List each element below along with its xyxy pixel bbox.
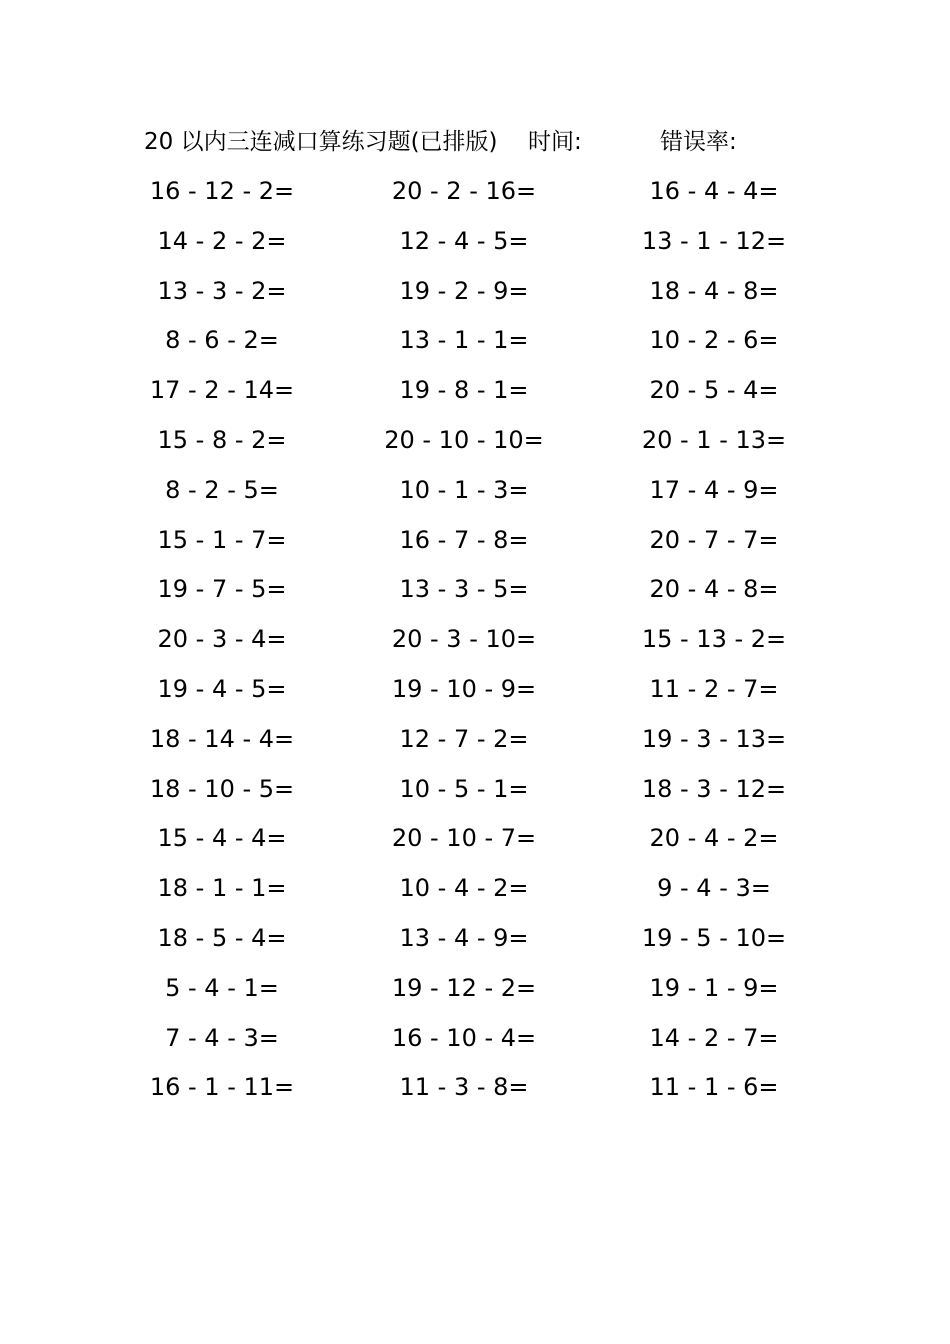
problem-item: 8 - 6 - 2= [165,326,279,355]
problem-row [0,1064,950,1114]
problem-item: 19 - 8 - 1= [399,376,529,405]
problem-row [0,965,950,1015]
problem-item: 20 - 10 - 10= [384,425,544,454]
problem-item: 10 - 2 - 6= [649,326,779,355]
problem-item: 5 - 4 - 1= [165,973,279,1002]
problem-row [0,815,950,865]
problem-item: 16 - 7 - 8= [399,525,529,554]
problem-row [0,168,950,218]
problem-row [0,915,950,965]
problem-item: 19 - 2 - 9= [399,276,529,305]
problem-row [0,218,950,268]
problem-row [0,317,950,367]
problem-item: 18 - 4 - 8= [649,276,779,305]
problem-item: 13 - 3 - 5= [399,575,529,604]
problem-item: 9 - 4 - 3= [657,874,771,903]
problem-row [0,467,950,517]
problem-item: 20 - 10 - 7= [391,824,537,853]
problem-item: 20 - 7 - 7= [649,525,779,554]
problem-item: 17 - 2 - 14= [149,376,295,405]
problem-row [0,666,950,716]
problem-item: 20 - 4 - 2= [649,824,779,853]
worksheet-header [0,122,950,162]
problem-item: 15 - 13 - 2= [641,625,787,654]
problem-item: 19 - 5 - 10= [641,923,787,952]
problem-item: 13 - 1 - 12= [641,226,787,255]
problem-item: 19 - 1 - 9= [649,973,779,1002]
problem-item: 19 - 4 - 5= [157,674,287,703]
problem-row [0,865,950,915]
problem-grid [0,168,950,1114]
problem-item: 7 - 4 - 3= [165,1023,279,1052]
problem-item: 19 - 3 - 13= [641,724,787,753]
problem-item: 13 - 1 - 1= [399,326,529,355]
problem-row [0,766,950,816]
problem-item: 20 - 4 - 8= [649,575,779,604]
problem-item: 8 - 2 - 5= [165,475,279,504]
problem-item: 12 - 7 - 2= [399,724,529,753]
problem-item: 19 - 10 - 9= [391,674,537,703]
problem-item: 18 - 1 - 1= [157,874,287,903]
problem-row [0,616,950,666]
problem-row [0,566,950,616]
problem-row [0,1015,950,1065]
problem-item: 18 - 14 - 4= [149,724,295,753]
problem-item: 20 - 3 - 4= [157,625,287,654]
error-rate-label: 错误率: [660,129,737,155]
problem-item: 10 - 1 - 3= [399,475,529,504]
problem-item: 20 - 2 - 16= [391,177,537,205]
problem-item: 15 - 4 - 4= [157,824,287,853]
worksheet-title: 20 以内三连减口算练习题(已排版) [144,129,498,155]
problem-row [0,417,950,467]
problem-row [0,367,950,417]
problem-item: 18 - 5 - 4= [157,923,287,952]
problem-item: 13 - 3 - 2= [157,276,287,305]
problem-item: 14 - 2 - 2= [157,226,287,255]
time-label: 时间: [528,129,582,155]
problem-item: 13 - 4 - 9= [399,923,529,952]
problem-item: 16 - 12 - 2= [149,177,295,205]
problem-item: 16 - 1 - 11= [149,1073,295,1102]
problem-item: 20 - 5 - 4= [649,376,779,405]
problem-item: 18 - 10 - 5= [149,774,295,803]
problem-item: 18 - 3 - 12= [641,774,787,803]
problem-row [0,716,950,766]
problem-row [0,517,950,567]
problem-item: 19 - 12 - 2= [391,973,537,1002]
problem-item: 12 - 4 - 5= [399,226,529,255]
problem-item: 17 - 4 - 9= [649,475,779,504]
problem-item: 16 - 4 - 4= [649,177,779,205]
problem-item: 20 - 3 - 10= [391,625,537,654]
problem-item: 11 - 1 - 6= [649,1073,779,1102]
problem-item: 20 - 1 - 13= [641,425,787,454]
problem-item: 11 - 2 - 7= [649,674,779,703]
problem-item: 15 - 8 - 2= [157,425,287,454]
problem-item: 14 - 2 - 7= [649,1023,779,1052]
problem-item: 10 - 5 - 1= [399,774,529,803]
problem-item: 10 - 4 - 2= [399,874,529,903]
problem-item: 11 - 3 - 8= [399,1073,529,1102]
problem-row [0,268,950,318]
problem-item: 16 - 10 - 4= [391,1023,537,1052]
problem-item: 19 - 7 - 5= [157,575,287,604]
problem-item: 15 - 1 - 7= [157,525,287,554]
